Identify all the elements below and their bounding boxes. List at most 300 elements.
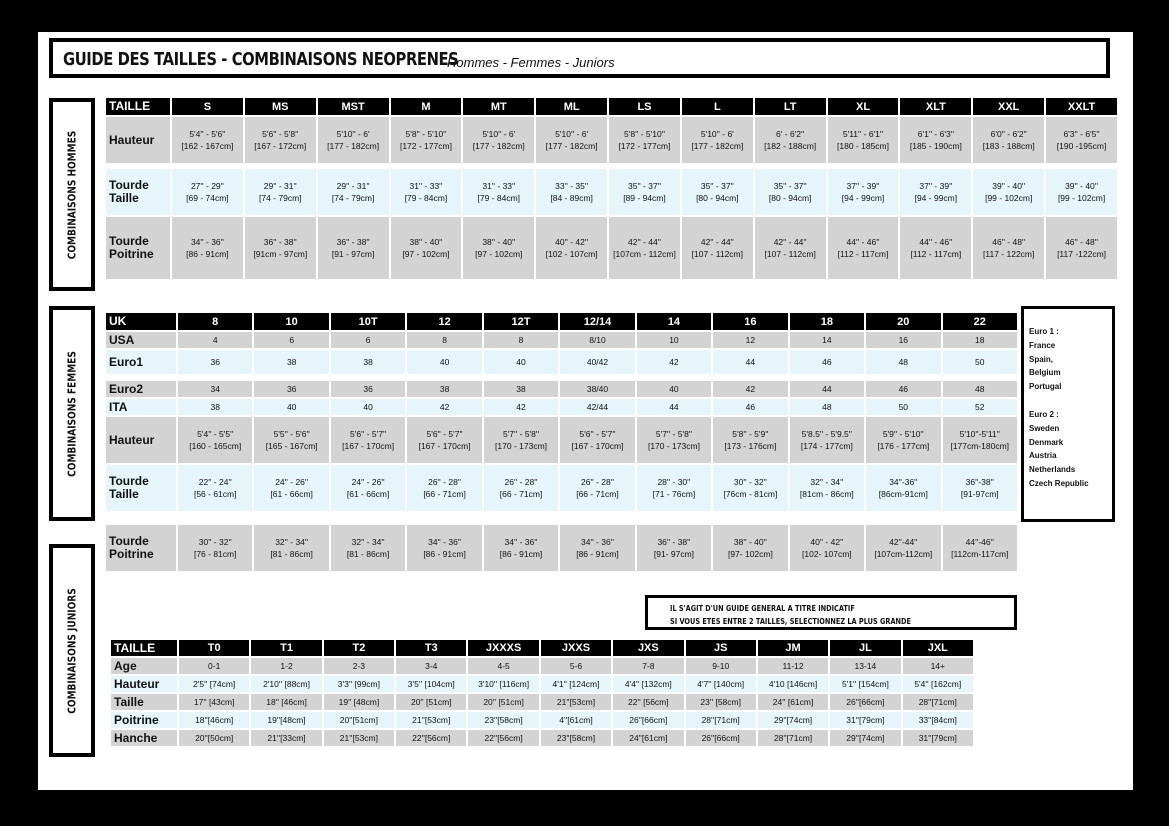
cell-imperial: 37'' - 39'' bbox=[846, 181, 880, 191]
euro2-title: Euro 2 : bbox=[1029, 409, 1059, 419]
euro1-country: Belgium bbox=[1029, 368, 1061, 378]
cell-metric: [97 - 102cm] bbox=[475, 249, 523, 259]
euro1-country: Spain, bbox=[1029, 354, 1054, 364]
cell-metric: [177 - 182cm] bbox=[691, 141, 744, 151]
size-header: 14 bbox=[637, 313, 711, 330]
table-cell bbox=[484, 417, 558, 463]
cell-metric: [107 - 112cm] bbox=[764, 249, 816, 259]
cell-metric: [165 - 167cm] bbox=[265, 441, 318, 451]
table-cell: 52 bbox=[943, 399, 1017, 415]
size-header: JXS bbox=[613, 640, 683, 656]
row-label: Tourde Poitrine bbox=[106, 217, 170, 279]
cell-imperial: 5'10'' - 6' bbox=[482, 129, 516, 139]
euro1-country: Portugal bbox=[1029, 382, 1062, 392]
table-cell: 19'' [48cm] bbox=[324, 694, 394, 710]
cell-metric: [71 - 76cm] bbox=[652, 489, 696, 499]
cell-imperial: 36'' - 38'' bbox=[336, 237, 370, 247]
table-cell bbox=[943, 417, 1017, 463]
cell-imperial: 42'' - 44'' bbox=[773, 237, 807, 247]
cell-metric: [167 - 170cm] bbox=[571, 441, 624, 451]
cell-imperial: 6'1'' - 6'3'' bbox=[917, 129, 954, 139]
table-header-row bbox=[106, 98, 1117, 115]
cell-metric: [112 - 117cm] bbox=[837, 249, 889, 259]
table-cell bbox=[536, 169, 607, 215]
size-header: ML bbox=[536, 98, 607, 115]
row-spacer bbox=[106, 376, 1017, 379]
table-row bbox=[111, 658, 973, 674]
cell-metric: [86 - 91cm] bbox=[186, 249, 229, 259]
cell-metric: [176 - 177cm] bbox=[877, 441, 930, 451]
table-cell: 31''[79cm] bbox=[903, 730, 973, 746]
size-header: S bbox=[172, 98, 243, 115]
table-row bbox=[106, 332, 1017, 348]
cell-imperial: 34'' - 36'' bbox=[428, 537, 462, 547]
table-header-row bbox=[111, 640, 973, 656]
table-cell: 16 bbox=[866, 332, 940, 348]
cell-imperial: 5'10'' - 6' bbox=[555, 129, 589, 139]
table-cell: 26''[66cm] bbox=[613, 712, 683, 728]
table-row bbox=[106, 350, 1017, 374]
note-line-2: SI VOUS ETES ENTRE 2 TAILLES, SELECTIONNEZ LA PLUS GRANDE bbox=[670, 617, 911, 626]
table-cell: 4''[61cm] bbox=[541, 712, 611, 728]
cell-imperial: 5'10'' - 6' bbox=[336, 129, 370, 139]
cell-imperial: 6'3'' - 6'5'' bbox=[1063, 129, 1100, 139]
cell-metric: [91 - 97cm] bbox=[331, 249, 375, 259]
cell-metric: [91- 97cm] bbox=[653, 549, 695, 559]
table-cell: 7-8 bbox=[613, 658, 683, 674]
table-cell bbox=[1046, 117, 1117, 163]
cell-imperial: 5'4'' - 5'5'' bbox=[197, 429, 234, 439]
cell-imperial: 38'' - 40'' bbox=[482, 237, 516, 247]
table-row bbox=[111, 730, 973, 746]
table-cell bbox=[1046, 217, 1117, 279]
table-cell bbox=[828, 217, 899, 279]
table-cell: 0-1 bbox=[179, 658, 249, 674]
table-cell: 38 bbox=[331, 350, 405, 374]
cell-metric: [91-97cm] bbox=[960, 489, 999, 499]
size-header: 12 bbox=[407, 313, 481, 330]
table-cell bbox=[900, 217, 971, 279]
cell-imperial: 32'' - 34'' bbox=[275, 537, 309, 547]
cell-metric: [167 - 170cm] bbox=[342, 441, 395, 451]
table-cell bbox=[609, 169, 680, 215]
table-cell: 9-10 bbox=[686, 658, 756, 674]
table-cell: 2'5'' [74cm] bbox=[179, 676, 249, 692]
cell-metric: [112cm-117cm] bbox=[951, 549, 1009, 559]
table-cell: 24''[61cm] bbox=[613, 730, 683, 746]
table-cell bbox=[866, 465, 940, 511]
cell-metric: [86 - 91cm] bbox=[499, 549, 543, 559]
size-header: MS bbox=[245, 98, 316, 115]
table-cell: 21''[53cm] bbox=[396, 712, 466, 728]
cell-metric: [61 - 66cm] bbox=[270, 489, 313, 499]
table-cell bbox=[973, 117, 1044, 163]
row-spacer bbox=[106, 165, 1117, 167]
cell-imperial: 30'' - 32'' bbox=[198, 537, 232, 547]
cell-metric: [170 - 173cm] bbox=[647, 441, 700, 451]
cell-imperial: 24'' - 26'' bbox=[351, 477, 385, 487]
cell-metric: [167 - 170cm] bbox=[418, 441, 471, 451]
cell-metric: [112 - 117cm] bbox=[910, 249, 962, 259]
table-cell: 40 bbox=[331, 399, 405, 415]
cell-metric: [172 - 177cm] bbox=[618, 141, 671, 151]
section-title-femmes: COMBINAISONS FEMMES bbox=[65, 350, 79, 477]
cell-metric: [91cm - 97cm] bbox=[253, 249, 308, 259]
table-cell bbox=[755, 217, 826, 279]
table-header-row bbox=[106, 313, 1017, 330]
table-hommes bbox=[104, 96, 1119, 281]
cell-imperial: 42'' - 44'' bbox=[628, 237, 661, 247]
table-cell bbox=[391, 169, 462, 215]
cell-imperial: 34'' - 36'' bbox=[190, 237, 224, 247]
cell-imperial: 24'' - 26'' bbox=[275, 477, 309, 487]
cell-metric: [99 - 102cm] bbox=[985, 193, 1033, 203]
cell-metric: [173 - 176cm] bbox=[724, 441, 777, 451]
table-cell: 3'3'' [99cm] bbox=[324, 676, 394, 692]
table-cell: 6 bbox=[254, 332, 328, 348]
cell-metric: [97 - 102cm] bbox=[402, 249, 450, 259]
cell-metric: [160 - 165cm] bbox=[189, 441, 242, 451]
table-cell: 4'1'' [124cm] bbox=[541, 676, 611, 692]
table-cell bbox=[536, 217, 607, 279]
cell-metric: [74 - 79cm] bbox=[259, 193, 302, 203]
table-cell bbox=[755, 117, 826, 163]
table-cell bbox=[637, 465, 711, 511]
cell-metric: [177 - 182cm] bbox=[545, 141, 598, 151]
cell-metric: [86 - 91cm] bbox=[423, 549, 466, 559]
cell-metric: [86cm-91cm] bbox=[878, 489, 928, 499]
table-cell: 14 bbox=[790, 332, 864, 348]
cell-metric: [180 - 185cm] bbox=[837, 141, 889, 151]
cell-imperial: 36'' - 38'' bbox=[263, 237, 297, 247]
header-label: UK bbox=[106, 313, 176, 330]
size-header: LS bbox=[609, 98, 680, 115]
table-cell: 1-2 bbox=[251, 658, 321, 674]
table-cell: 42 bbox=[637, 350, 711, 374]
table-cell: 4'10 [146cm] bbox=[758, 676, 828, 692]
table-cell bbox=[866, 525, 940, 571]
table-cell: 3-4 bbox=[396, 658, 466, 674]
table-cell: 33''[84cm] bbox=[903, 712, 973, 728]
table-cell: 36 bbox=[331, 381, 405, 397]
table-cell bbox=[900, 169, 971, 215]
cell-metric: [117 - 122cm] bbox=[983, 249, 1035, 259]
cell-imperial: 32'' - 34'' bbox=[351, 537, 385, 547]
table-cell: 24'' [61cm] bbox=[758, 694, 828, 710]
table-cell: 8 bbox=[407, 332, 481, 348]
euro2-country: Austria bbox=[1029, 451, 1057, 461]
table-cell bbox=[560, 417, 634, 463]
cell-imperial: 5'6'' - 5'7'' bbox=[350, 429, 387, 439]
table-cell: 46 bbox=[713, 399, 787, 415]
row-label: Poitrine bbox=[111, 712, 177, 728]
row-label: ITA bbox=[106, 399, 176, 415]
cell-imperial: 36'' - 38'' bbox=[657, 537, 691, 547]
table-cell bbox=[790, 417, 864, 463]
table-cell: 4'7'' [140cm] bbox=[686, 676, 756, 692]
euro2-country: Czech Republic bbox=[1029, 478, 1089, 488]
cell-imperial: 33'' - 35'' bbox=[555, 181, 589, 191]
table-femmes bbox=[104, 311, 1019, 573]
size-header: 8 bbox=[178, 313, 252, 330]
cell-metric: [66 - 71cm] bbox=[423, 489, 466, 499]
table-cell bbox=[331, 417, 405, 463]
table-cell: 36 bbox=[254, 381, 328, 397]
cell-imperial: 5'6'' - 5'8'' bbox=[262, 129, 299, 139]
cell-imperial: 22'' - 24'' bbox=[198, 477, 232, 487]
table-cell: 29''[74cm] bbox=[830, 730, 900, 746]
table-cell: 40/42 bbox=[560, 350, 634, 374]
size-header: JL bbox=[830, 640, 900, 656]
cell-metric: [107cm-112cm] bbox=[874, 549, 933, 559]
cell-metric: [99 - 102cm] bbox=[1057, 193, 1106, 203]
euro2-country: Denmark bbox=[1029, 437, 1064, 447]
table-cell: 50 bbox=[866, 399, 940, 415]
table-cell bbox=[172, 169, 243, 215]
table-cell bbox=[790, 525, 864, 571]
table-cell: 4 bbox=[178, 332, 252, 348]
table-cell: 44 bbox=[790, 381, 864, 397]
table-cell: 28''[71cm] bbox=[758, 730, 828, 746]
table-cell bbox=[828, 169, 899, 215]
size-header: 12T bbox=[484, 313, 558, 330]
cell-metric: [81 - 86cm] bbox=[346, 549, 390, 559]
table-cell: 6 bbox=[331, 332, 405, 348]
table-row bbox=[106, 381, 1017, 397]
table-cell bbox=[713, 417, 787, 463]
table-cell: 8 bbox=[484, 332, 558, 348]
table-cell bbox=[755, 169, 826, 215]
cell-metric: [86 - 91cm] bbox=[576, 549, 619, 559]
cell-metric: [84 - 89cm] bbox=[550, 193, 593, 203]
table-row bbox=[106, 417, 1017, 463]
table-cell bbox=[682, 217, 753, 279]
table-cell bbox=[331, 525, 405, 571]
table-cell bbox=[536, 117, 607, 163]
cell-imperial: 5'4'' - 5'6'' bbox=[189, 129, 226, 139]
cell-metric: [190 -195cm] bbox=[1056, 141, 1107, 151]
cell-metric: [89 - 94cm] bbox=[623, 193, 666, 203]
table-cell: 23'' [58cm] bbox=[686, 694, 756, 710]
header-label: TAILLE bbox=[106, 98, 170, 115]
table-cell: 22'' [56cm] bbox=[613, 694, 683, 710]
cell-imperial: 5'9'' - 5'10'' bbox=[882, 429, 924, 439]
table-cell: 22''[56cm] bbox=[396, 730, 466, 746]
note-box bbox=[645, 595, 1017, 630]
section-title-hommes: COMBINAISONS HOMMES bbox=[65, 130, 79, 259]
table-cell bbox=[828, 117, 899, 163]
cell-imperial: 29'' - 31'' bbox=[336, 181, 370, 191]
cell-imperial: 6'0'' - 6'2'' bbox=[990, 129, 1027, 139]
header-label: TAILLE bbox=[111, 640, 177, 656]
table-cell bbox=[172, 117, 243, 163]
cell-imperial: 35'' - 37'' bbox=[773, 181, 807, 191]
table-cell: 23''[58cm] bbox=[541, 730, 611, 746]
table-cell: 31''[79cm] bbox=[830, 712, 900, 728]
table-cell: 20'' [51cm] bbox=[468, 694, 538, 710]
cell-imperial: 5'7'' - 5'8'' bbox=[655, 429, 693, 439]
cell-imperial: 40'' - 42'' bbox=[810, 537, 844, 547]
size-header: JM bbox=[758, 640, 828, 656]
table-row bbox=[106, 217, 1117, 279]
cell-imperial: 31'' - 33'' bbox=[409, 181, 443, 191]
size-header: JS bbox=[686, 640, 756, 656]
cell-metric: [61 - 66cm] bbox=[346, 489, 390, 499]
section-label-hommes bbox=[49, 98, 95, 291]
table-cell: 34 bbox=[178, 381, 252, 397]
table-cell bbox=[178, 465, 252, 511]
note-line-1: IL S'AGIT D'UN GUIDE GENERAL A TITRE INDICATIF bbox=[670, 604, 855, 613]
table-cell bbox=[790, 465, 864, 511]
table-cell bbox=[318, 169, 389, 215]
size-header: XXL bbox=[973, 98, 1044, 115]
table-cell bbox=[318, 117, 389, 163]
cell-metric: [66 - 71cm] bbox=[576, 489, 619, 499]
cell-metric: [56 - 61cm] bbox=[193, 489, 237, 499]
table-cell: 21''[53cm] bbox=[324, 730, 394, 746]
cell-metric: [107cm - 112cm] bbox=[613, 249, 676, 259]
cell-metric: [177 - 182cm] bbox=[472, 141, 525, 151]
cell-metric: [177cm-180cm] bbox=[950, 441, 1010, 451]
row-label: Hauteur bbox=[106, 117, 170, 163]
size-header: JXL bbox=[903, 640, 973, 656]
euro1-country: France bbox=[1029, 340, 1056, 350]
table-cell bbox=[682, 169, 753, 215]
table-cell bbox=[973, 217, 1044, 279]
table-cell: 42 bbox=[713, 381, 787, 397]
table-cell bbox=[254, 417, 328, 463]
table-cell: 20''[50cm] bbox=[179, 730, 249, 746]
size-header: T2 bbox=[324, 640, 394, 656]
table-cell: 18''[46cm] bbox=[179, 712, 249, 728]
cell-metric: [107 - 112cm] bbox=[691, 249, 743, 259]
cell-metric: [74 - 79cm] bbox=[331, 193, 375, 203]
cell-metric: [102 - 107cm] bbox=[545, 249, 598, 259]
table-cell: 22''[56cm] bbox=[468, 730, 538, 746]
table-cell bbox=[318, 217, 389, 279]
section-title-juniors: COMBINAISONS JUNIORS bbox=[65, 587, 79, 714]
cell-imperial: 40'' - 42'' bbox=[555, 237, 589, 247]
table-cell bbox=[713, 525, 787, 571]
row-label: Euro2 bbox=[106, 381, 176, 397]
table-cell: 40 bbox=[484, 350, 558, 374]
table-cell bbox=[560, 525, 634, 571]
table-cell bbox=[484, 465, 558, 511]
cell-imperial: 5'8'' - 5'9'' bbox=[732, 429, 769, 439]
table-cell bbox=[331, 465, 405, 511]
size-header: MT bbox=[463, 98, 534, 115]
table-juniors bbox=[109, 638, 975, 748]
size-header: JXXS bbox=[541, 640, 611, 656]
table-cell bbox=[407, 465, 481, 511]
row-label: Hauteur bbox=[106, 417, 176, 463]
table-cell: 10 bbox=[637, 332, 711, 348]
cell-metric: [177 - 182cm] bbox=[327, 141, 380, 151]
cell-imperial: 5'10'' - 6' bbox=[700, 129, 734, 139]
cell-imperial: 44'' - 46'' bbox=[919, 237, 953, 247]
row-label: Hanche bbox=[111, 730, 177, 746]
cell-imperial: 5'7'' - 5'8'' bbox=[502, 429, 540, 439]
table-cell: 5-6 bbox=[541, 658, 611, 674]
section-label-femmes bbox=[49, 306, 95, 521]
cell-metric: [80 - 94cm] bbox=[768, 193, 812, 203]
table-cell: 40 bbox=[407, 350, 481, 374]
table-row bbox=[111, 694, 973, 710]
cell-metric: [81 - 86cm] bbox=[270, 549, 313, 559]
size-header: L bbox=[682, 98, 753, 115]
table-cell: 26''[66cm] bbox=[830, 694, 900, 710]
table-cell: 46 bbox=[866, 381, 940, 397]
row-label: Age bbox=[111, 658, 177, 674]
size-header: M bbox=[391, 98, 462, 115]
table-cell bbox=[391, 217, 462, 279]
table-cell: 40 bbox=[254, 399, 328, 415]
table-cell: 48 bbox=[790, 399, 864, 415]
size-header: T1 bbox=[251, 640, 321, 656]
table-cell: 3'10'' [116cm] bbox=[468, 676, 538, 692]
cell-metric: [170 - 173cm] bbox=[495, 441, 548, 451]
cell-imperial: 5'8'' - 5'10'' bbox=[624, 129, 665, 139]
table-cell: 38 bbox=[178, 399, 252, 415]
cell-imperial: 44'' - 46'' bbox=[846, 237, 880, 247]
title-box bbox=[49, 38, 1110, 78]
size-header: XXLT bbox=[1046, 98, 1117, 115]
cell-imperial: 27'' - 29'' bbox=[190, 181, 224, 191]
table-cell bbox=[609, 217, 680, 279]
table-cell: 36 bbox=[178, 350, 252, 374]
cell-imperial: 34'' - 36'' bbox=[504, 537, 538, 547]
table-cell: 20''[51cm] bbox=[324, 712, 394, 728]
cell-metric: [66 - 71cm] bbox=[499, 489, 543, 499]
size-header: MST bbox=[318, 98, 389, 115]
table-cell bbox=[637, 525, 711, 571]
table-cell: 13-14 bbox=[830, 658, 900, 674]
table-cell: 42/44 bbox=[560, 399, 634, 415]
cell-metric: [182 - 188cm] bbox=[764, 141, 817, 151]
size-header: T3 bbox=[396, 640, 466, 656]
size-header: LT bbox=[755, 98, 826, 115]
size-header: 22 bbox=[943, 313, 1017, 330]
size-header: 10T bbox=[331, 313, 405, 330]
table-cell bbox=[637, 417, 711, 463]
table-cell bbox=[866, 417, 940, 463]
cell-metric: [69 - 74cm] bbox=[186, 193, 229, 203]
table-row bbox=[106, 525, 1017, 571]
cell-imperial: 35'' - 37'' bbox=[628, 181, 661, 191]
table-row bbox=[106, 465, 1017, 511]
cell-metric: [94 - 99cm] bbox=[914, 193, 958, 203]
row-label: USA bbox=[106, 332, 176, 348]
table-cell bbox=[254, 465, 328, 511]
table-cell: 46 bbox=[790, 350, 864, 374]
table-cell: 2-3 bbox=[324, 658, 394, 674]
euro-legend bbox=[1021, 306, 1115, 522]
row-spacer bbox=[106, 513, 1017, 523]
table-cell bbox=[245, 117, 316, 163]
table-cell bbox=[682, 117, 753, 163]
table-cell: 44 bbox=[713, 350, 787, 374]
cell-metric: [79 - 84cm] bbox=[404, 193, 448, 203]
cell-imperial: 36''-38'' bbox=[965, 477, 994, 487]
table-row bbox=[106, 169, 1117, 215]
table-cell: 14+ bbox=[903, 658, 973, 674]
table-cell: 28''[71cm] bbox=[903, 694, 973, 710]
cell-imperial: 42'' - 44'' bbox=[700, 237, 734, 247]
table-cell: 44 bbox=[637, 399, 711, 415]
table-cell: 21''[53cm] bbox=[541, 694, 611, 710]
cell-imperial: 38'' - 40'' bbox=[409, 237, 443, 247]
size-header: XL bbox=[828, 98, 899, 115]
